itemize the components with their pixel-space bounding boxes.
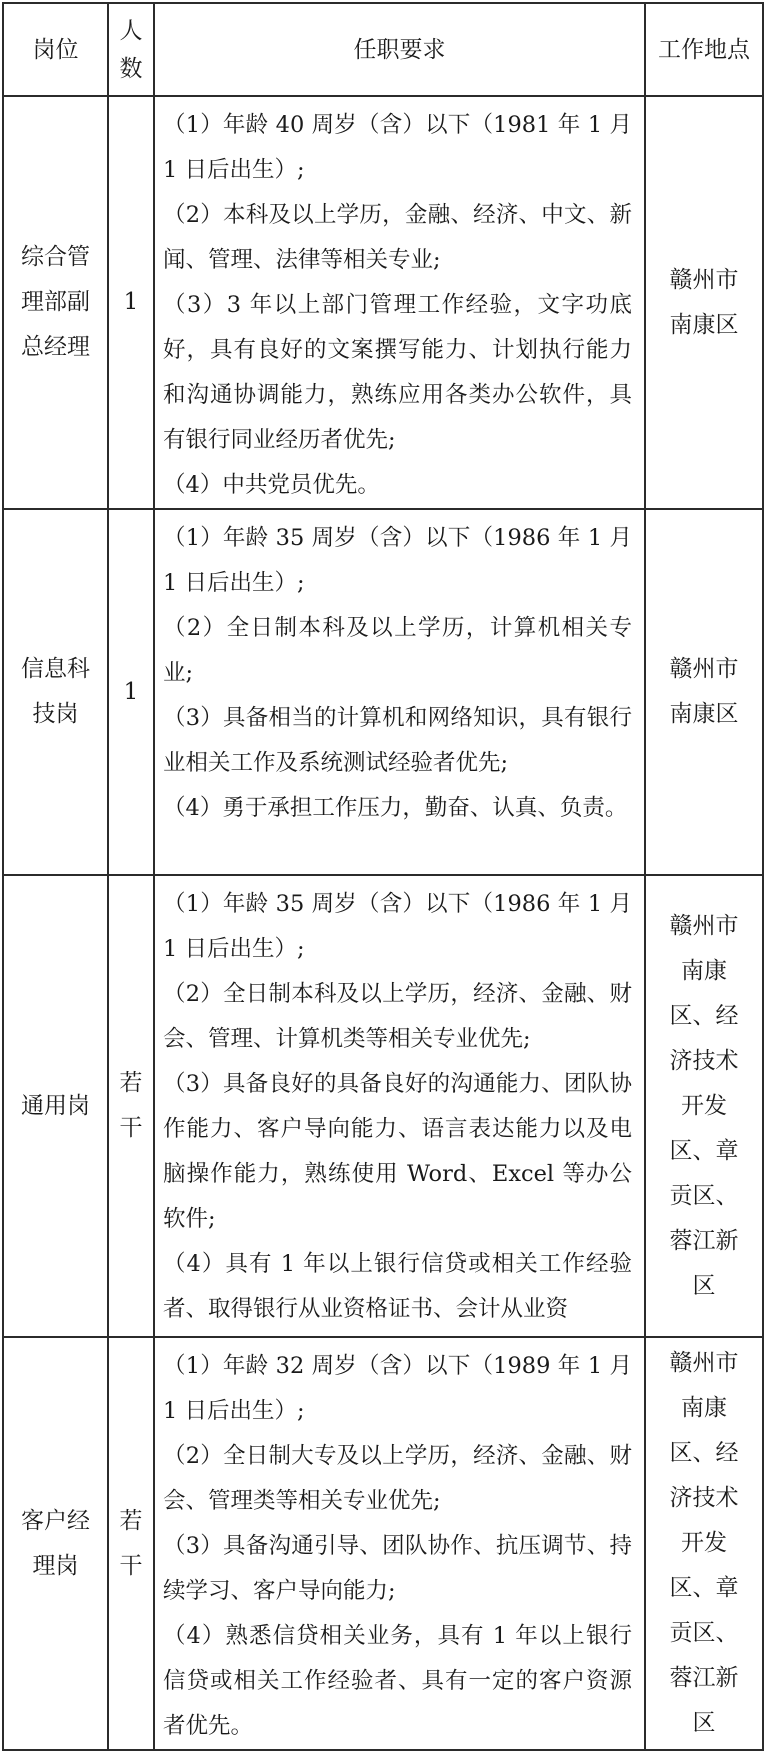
requirement-item: （2）本科及以上学历，金融、经济、中文、新闻、管理、法律等相关专业; <box>163 202 632 273</box>
requirement-item: （4）中共党员优先。 <box>163 472 380 498</box>
row-requirements <box>154 96 645 509</box>
job-requirements-table <box>2 2 764 1751</box>
table-row <box>3 875 763 1337</box>
row-location: 赣州市南康区、经济技术开发区、章贡区、蓉江新区 <box>669 912 739 1299</box>
table-row <box>3 1337 763 1750</box>
row-post: 客户经理岗 <box>21 1507 90 1579</box>
table-header-row <box>3 3 763 96</box>
requirement-item: （1）年龄 35 周岁（含）以下（1986 年 1 月 1 日后出生）; <box>163 891 632 962</box>
requirement-item: （3）具备相当的计算机和网络知识，具有银行业相关工作及系统测试经验者优先; <box>163 705 632 776</box>
header-post: 岗位 <box>3 3 108 96</box>
requirement-item: （1）年龄 35 周岁（含）以下（1986 年 1 月 1 日后出生）; <box>163 525 632 596</box>
header-location: 工作地点 <box>645 3 763 96</box>
header-count: 人数 <box>108 3 154 96</box>
row-post: 信息科技岗 <box>21 656 90 727</box>
requirement-item: （2）全日制本科及以上学历，经济、金融、财会、管理、计算机类等相关专业优先; <box>163 981 632 1052</box>
table-row <box>3 509 763 875</box>
requirement-item: （3）3 年以上部门管理工作经验，文字功底好，具有良好的文案撰写能力、计划执行能力和沟通协调能力，熟练应用各类办公软件，具有银行同业经历者优先; <box>163 292 632 453</box>
requirement-item: （1）年龄 32 周岁（含）以下（1989 年 1 月 1 日后出生）; <box>163 1353 632 1424</box>
row-requirements <box>154 1337 645 1750</box>
row-requirements <box>154 509 645 875</box>
requirement-item: （3）具备良好的具备良好的沟通能力、团队协作能力、客户导向能力、语言表达能力以及电脑操作能力，熟练使用 Word、Excel 等办公软件; <box>163 1071 632 1232</box>
requirement-item: （2）全日制本科及以上学历，计算机相关专业; <box>163 615 632 686</box>
requirement-item: （3）具备沟通引导、团队协作、抗压调节、持续学习、客户导向能力; <box>163 1533 632 1604</box>
row-location: 赣州市南康区 <box>669 266 739 338</box>
row-post: 综合管理部副总经理 <box>21 244 90 360</box>
row-requirements <box>154 875 645 1337</box>
table-row <box>3 96 763 509</box>
requirement-item: （4）具有 1 年以上银行信贷或相关工作经验者、取得银行从业资格证书、会计从业资 <box>163 1251 632 1322</box>
row-count: 若干 <box>119 1507 143 1579</box>
row-post: 通用岗 <box>21 1092 90 1119</box>
row-count: 若干 <box>119 1070 143 1141</box>
header-requirements: 任职要求 <box>154 3 645 96</box>
row-location: 赣州市南康区 <box>669 656 739 727</box>
requirement-item: （2）全日制大专及以上学历，经济、金融、财会、管理类等相关专业优先; <box>163 1443 632 1514</box>
requirement-item: （4）勇于承担工作压力，勤奋、认真、负责。 <box>163 795 628 821</box>
row-location: 赣州市南康区、经济技术开发区、章贡区、蓉江新区 <box>669 1350 739 1736</box>
requirement-item: （4）熟悉信贷相关业务，具有 1 年以上银行信贷或相关工作经验者、具有一定的客户资源者优先。 <box>163 1623 632 1739</box>
requirement-item: （1）年龄 40 周岁（含）以下（1981 年 1 月 1 日后出生）; <box>163 112 632 183</box>
row-count: 1 <box>123 289 139 315</box>
row-count: 1 <box>123 678 139 705</box>
